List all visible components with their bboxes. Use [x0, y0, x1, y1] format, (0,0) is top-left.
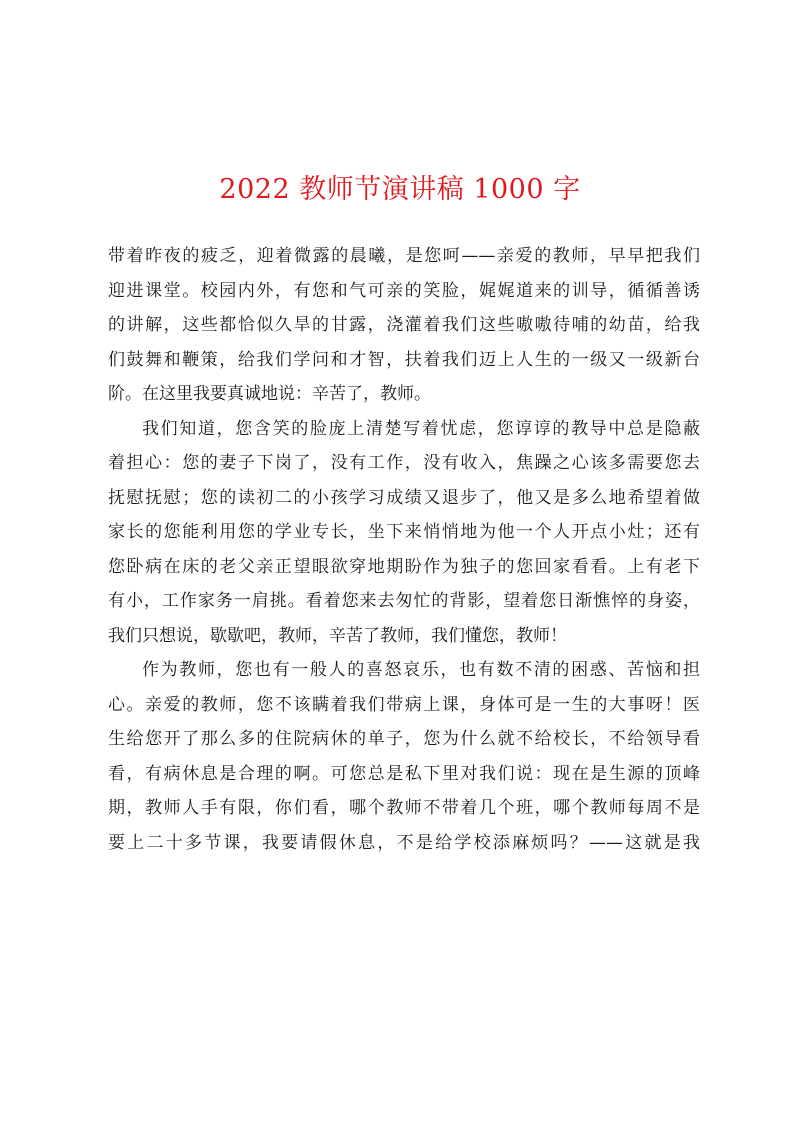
paragraph-line: 看，有病休息是合理的啊。可您总是私下里对我们说：现在是生源的顶峰: [108, 763, 700, 784]
paragraph-line: 心。亲爱的教师，您不该瞒着我们带病上课，身体可是一生的大事呀！医: [108, 694, 700, 715]
document-title: 2022 教师节演讲稿 1000 字: [219, 174, 581, 205]
paragraph-line: 要上二十多节课，我要请假休息，不是给学校添麻烦吗？——这就是我: [108, 832, 700, 853]
paragraph-line: 抚慰抚慰；您的读初二的小孩学习成绩又退步了，他又是多么地希望着做: [108, 487, 700, 508]
paragraph-line: 家长的您能利用您的学业专长，坐下来悄悄地为他一个人开点小灶；还有: [108, 522, 700, 542]
paragraph-line: 迎进课堂。校园内外，有您和气可亲的笑脸，娓娓道来的训导，循循善诱: [108, 280, 700, 301]
paragraph-line: 们鼓舞和鞭策，给我们学问和才智，扶着我们迈上人生的一级又一级新台: [108, 349, 700, 370]
paragraph-line: 我们只想说，歇歇吧，教师，辛苦了教师，我们懂您，教师！: [108, 625, 567, 646]
document-body: [108, 239, 700, 860]
paragraph-line: 带着昨夜的疲乏，迎着微露的晨曦，是您呵——亲爱的教师，早早把我们: [108, 246, 700, 266]
paragraph-2: [108, 412, 700, 654]
paragraph-line: 您卧病在床的老父亲正望眼欲穿地期盼作为独子的您回家看看。上有老下: [108, 556, 700, 577]
paragraph-line: 有小，工作家务一肩挑。看着您来去匆忙的背影，望着您日渐憔悴的身姿，: [108, 591, 700, 611]
paragraph-line: 我们知道，您含笑的脸庞上清楚写着忧虑，您谆谆的教导中总是隐蔽: [142, 418, 700, 439]
paragraph-3: [108, 653, 700, 860]
paragraph-line: 阶。在这里我要真诚地说：辛苦了，教师。: [108, 384, 431, 404]
paragraph-line: 期，教师人手有限，你们看，哪个教师不带着几个班，哪个教师每周不是: [108, 798, 700, 818]
paragraph-1: [108, 239, 700, 412]
paragraph-line: 着担心：您的妻子下岗了，没有工作，没有收入，焦躁之心该多需要您去: [108, 453, 700, 473]
paragraph-line: 作为教师，您也有一般人的喜怒哀乐，也有数不清的困惑、苦恼和担: [142, 660, 700, 680]
paragraph-line: 生给您开了那么多的住院病休的单子，您为什么就不给校长，不给领导看: [108, 729, 700, 749]
paragraph-line: 的讲解，这些都恰似久旱的甘露，浇灌着我们这些嗷嗷待哺的幼苗，给我: [108, 315, 700, 335]
